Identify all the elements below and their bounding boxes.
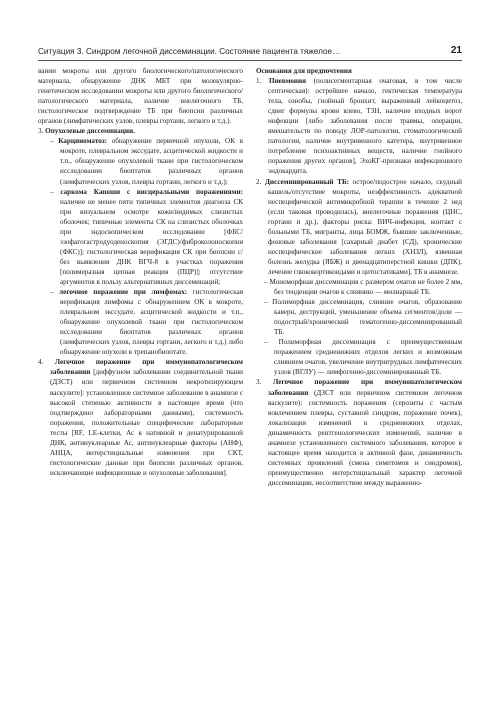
item-2-disseminated-tb [256,177,462,277]
dash: – [264,277,268,286]
item-title: Легочное поражение при иммунопатологическом заболевании [50,358,243,377]
subitem-miliary-tb [256,277,462,297]
section-title: Основания для предпочтения [256,67,352,75]
item-1-pneumonia [256,76,462,176]
kaposi-item [38,187,243,287]
header-title: Ситуация 3. Синдром легочной диссеминации. Состояние пациента тяжелое… [38,47,341,56]
subitem-hematogenous-tb [256,297,462,337]
dash: – [264,338,268,347]
running-header [38,44,462,61]
item-number: 4. [38,358,44,367]
item-text: (полисегментарная очаговая, в том числе септическая): острейшее начало, гектическая температура тела, ознобы, гнойный бронхит, выраженный лейкоцитоз, сдвиг формулы крови влево, ТЗН, наличие входных ворот инфекции [либо заболевания после травмы, операции, вмешательств по поводу ЛОР-патологии, стоматологической патологии, наличие внутривенного катетера, внутривенное потребление психоактивных веществ, наличие гнойного поражения других органов], ЭхоКГ-признаки инфекционного эндокардита. [268,77,462,176]
left-column [38,66,243,478]
item-title: Диссеминированный ТБ: [265,177,350,186]
item-number: 3. [256,378,262,387]
item-title: Легочное поражение при иммунопатологическом заболевании [268,378,462,397]
right-column [256,66,462,488]
kaposi-title: саркома Капоши с висцеральными поражениями: [60,187,243,196]
lymphoma-text: гистологическая верификация лимфомы с обнаружением ОК в мокроте, плевральном экссудате, асцитической жидкости и т.п., обнаружение опухолевой ткани при гистологическом исследовании биоптатов различных органов (лимфатических узлов, плевры гортани, легкого и т.д.) либо обнаружение опухоли в трепанобиоптате. [60,288,243,357]
lymphoma-title: легочное поражение при лимфомах: [59,288,188,297]
dash: – [264,298,268,307]
item-text: [диффузном заболевании соединительной ткани (ДЗСТ) или первичном системном некротизирующем васкулите]: установленное системное заболевание в анамнезе с высокой степенью активности в настоящее время (что подтверждено лабораторными данными), системность поражения, положительные специфические лабораторные тесты [RF, LE-клетки, Ас к нативной и денатурированной ДНК, антинуклеарные Ас, антинуклеарные факторы (АНФ), АНЦА, интерстициальные изменения при СКТ, гистологические данные при биопсии различных органов, исключающие инфекционные и опухолевые заболевания]. [50,368,243,477]
carcinomatosis-item [38,136,243,186]
item-3-tumor-disseminations [38,126,243,136]
page-number: 21 [450,45,462,56]
intro-paragraph: вании мокроты или другого биологического/патологического материала, обнаружение ДНК МБТ при молекулярно-генетическом исследовании мокроты или другого биологического/патологического материала, наличие внелегочного ТБ, гистологическое подтверждение ТБ при биопсии различных органов (лимфатических узлов, плевры гортани, легкого и т.д.). [38,67,243,126]
subitem-text: Полиморфная диссеминация, слияние очагов, образование каверн, деструкций, уменьшение объема сегментов/доли — подострый/хронический гематогенно-диссеминированный ТБ. [272,298,462,337]
kaposi-text: наличие не менее пяти типичных элементов диагноза СК при визуальном осмотре кожи/видимых слизистых оболочек; типичные элементы СК на слизистых оболочках при эндоскопическом исследовании [ФБС/эзофагогастродуоденоскопия (ЭГДС)/фиброколоноскопия (ФКС)]; гистологическая верификация СК при биопсии с/без выявления ДНК ВГЧ-8 в участках поражения [полимеразная цепная реакция (ПЦР)]; отсутствие аргументов в пользу альтернативных диссеминаций; [60,197,243,286]
item-number: 3. [38,127,44,136]
carcinomatosis-title: Карциноматоз: [58,137,108,146]
dash: – [50,187,54,196]
carcinomatosis-text: обнаружение первичной опухоли, ОК в мокроте, плевральном экссудате, асцитической жидкости и т.п., обнаружение опухолевой ткани при гистологическом исследовании биоптатов различных органов (лимфатических узлов, плевры гортани, легкого и т.д.); [60,137,243,186]
subitem-text: Мономорфная диссеминация с размером очагов не более 2 мм, без тенденции очагов к слиянию — милиарный ТБ. [269,277,462,297]
lymphoma-item [38,287,243,357]
dash: – [50,137,54,146]
item-3-immunopathological [256,377,462,488]
item-title: Опухолевые диссеминации. [45,127,135,136]
dash: – [50,288,54,297]
item-4-immunopathological [38,357,243,478]
item-text: (ДЗСТ или первичном системном легочном васкулите): системность поражения (серозиты с частым вовлечением плевры, суставной синдром, поражение почек), локализация изменений в средненижних отделах, динамичность рентгенологических изменений, наличие в анамнезе установленного системного заболевания, которое в настоящее время находится в активной фазе, динамичность системных проявлений (смена симптомов и синдромов), преимущественно интерстициальный характер легочной диссеминации, несоответствие между выраженно- [268,388,462,487]
subitem-text: Полиморфная диссеминация с преимущественным поражением средненижних отделов легких и возможным слиянием очагов, увеличение внутригрудных лимфатических узлов (ВГЛУ) — лимфогенно-диссеминированный ТБ. [274,338,462,377]
item-title: Пневмония [269,77,307,86]
item-number: 1. [256,77,262,86]
subitem-lymphogenous-tb [256,337,462,377]
item-text: острое/подострое начало, скудный кашель/отсутствие мокроты, неэффективность адекватной неспецифической антимикробной терапии в течение 2 нед (если таковая проводилась), внелегочные поражения (ЦНС, гортани и др.), факторы риска: ВИЧ-инфекция, контакт с больными ТБ, мигранты, лица БОМЖ, бывшие заключенные, фоновые заболевания [сахарный диабет (СД), хронические неспецифические заболевания легких (ХНЗЛ), язвенная болезнь желудка (ЯБЖ) и двенадцатиперстной кишки (ДПК), лечение глюкокортикоидами и цитостатиками], ТБ в анамнезе. [268,177,462,276]
item-number: 2. [256,177,262,186]
